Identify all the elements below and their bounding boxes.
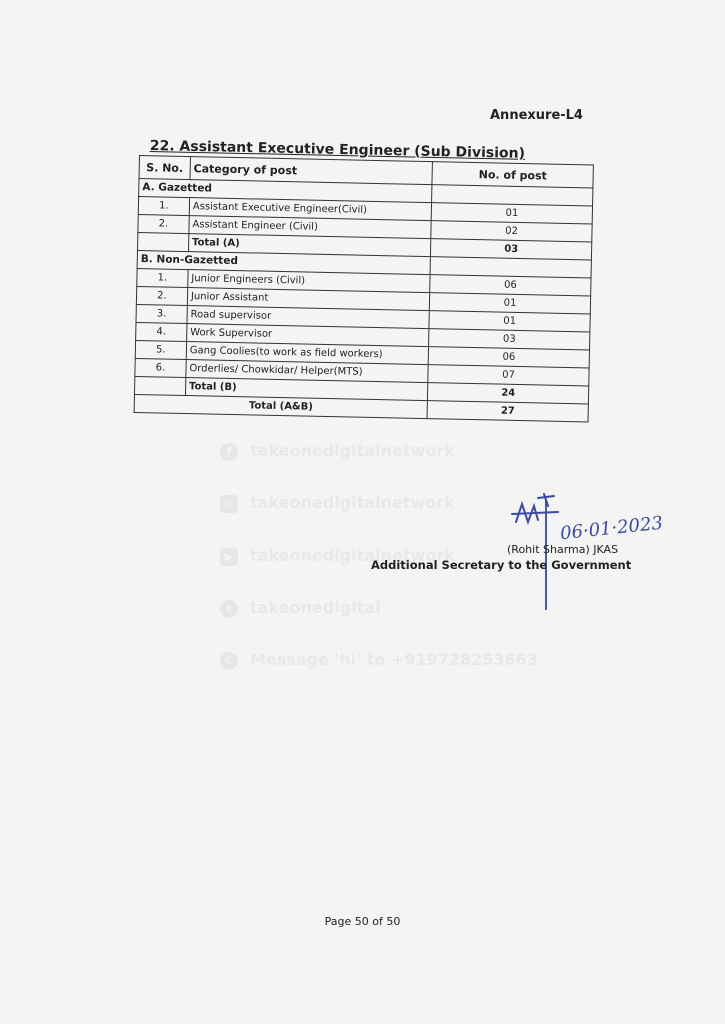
row-posts: 02	[431, 221, 592, 242]
row-posts: 06	[428, 347, 589, 368]
grand-total-value: 27	[427, 401, 588, 422]
total-a-label: Total (A)	[188, 234, 431, 257]
signature-date: 06·01·2023	[559, 512, 664, 545]
section-title: 22. Assistant Executive Engineer (Sub Division)	[149, 138, 526, 162]
page-number: Page 50 of 50	[324, 915, 401, 928]
watermark-youtube: ▶ takeonedigitalnetwork	[220, 546, 455, 566]
row-posts: 03	[429, 329, 590, 350]
row-sno: 3.	[136, 304, 187, 323]
row-category: Junior Assistant	[187, 288, 430, 311]
row-category: Road supervisor	[187, 306, 430, 329]
whatsapp-icon: ✆	[220, 652, 238, 670]
row-posts: 01	[429, 311, 590, 332]
signatory-designation: Additional Secretary to the Government	[371, 558, 632, 572]
watermark-whatsapp: ✆ Message 'hi' to +919728253663	[220, 650, 538, 670]
row-posts: 07	[428, 365, 589, 386]
row-posts: 01	[430, 293, 591, 314]
total-b-label: Total (B)	[185, 378, 428, 401]
row-sno: 1.	[137, 268, 188, 287]
signatory-name: (Rohit Sharma) JKAS	[507, 543, 619, 556]
row-category: Assistant Executive Engineer(Civil)	[189, 198, 432, 221]
watermark-instagram: ◎ takeonedigitalnetwork	[220, 493, 455, 513]
header-category: Category of post	[190, 157, 433, 185]
watermark-twitter: t takeonedigital	[220, 598, 381, 618]
section-b-label: B. Non-Gazetted	[137, 250, 431, 274]
total-b-value: 24	[428, 383, 589, 404]
row-sno: 2.	[136, 286, 187, 305]
row-category: Work Supervisor	[186, 324, 429, 347]
header-posts: No. of post	[432, 162, 593, 188]
row-category: Junior Engineers (Civil)	[188, 270, 431, 293]
posts-table	[134, 155, 594, 422]
annexure-label: Annexure-L4	[490, 108, 583, 123]
row-sno: 1.	[138, 197, 189, 216]
row-category: Assistant Engineer (Civil)	[189, 216, 432, 239]
instagram-icon: ◎	[220, 495, 238, 513]
row-posts: 01	[431, 203, 592, 224]
youtube-icon: ▶	[220, 548, 238, 566]
row-posts: 06	[430, 275, 591, 296]
total-a-value: 03	[431, 239, 592, 260]
watermark-facebook: f takeonedigitalnetwork	[220, 441, 455, 461]
twitter-icon: t	[220, 600, 238, 618]
section-a-label: A. Gazetted	[139, 179, 433, 203]
facebook-icon: f	[220, 443, 238, 461]
row-sno: 2.	[138, 214, 189, 233]
row-category: Gang Coolies(to work as field workers)	[186, 342, 429, 365]
grand-total-label: Total (A&B)	[134, 394, 428, 418]
header-sno: S. No.	[139, 156, 190, 180]
row-category: Orderlies/ Chowkidar/ Helper(MTS)	[186, 360, 429, 383]
row-sno: 4.	[136, 322, 187, 341]
row-sno: 5.	[135, 340, 186, 359]
posts-table-container	[134, 155, 594, 422]
row-sno: 6.	[135, 358, 186, 377]
